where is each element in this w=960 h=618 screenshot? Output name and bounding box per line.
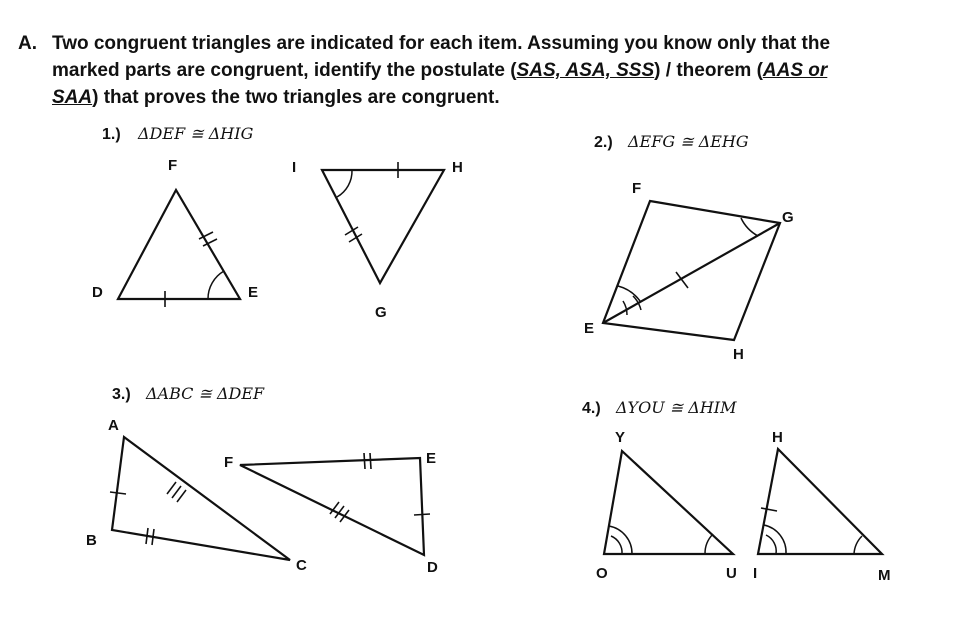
angle-mark-i-2	[766, 535, 776, 554]
tick-fd-3	[340, 510, 349, 522]
label-d: D	[92, 284, 103, 301]
angle-mark-m	[854, 536, 862, 554]
item-3	[86, 384, 438, 576]
label-f: F	[168, 157, 178, 174]
angle-mark-u	[705, 534, 713, 554]
instructions-line-1: Two congruent triangles are indicated for each item. Assuming you know only that the	[52, 33, 831, 54]
label-f: F	[224, 454, 234, 471]
label-g: G	[375, 304, 387, 321]
angle-mark-e-2	[623, 301, 627, 315]
angle-mark-o-1	[609, 526, 632, 554]
label-c: C	[296, 557, 307, 574]
tick-fe-2	[370, 453, 371, 469]
item-1-number: 1.)	[102, 126, 121, 143]
instructions-line-2-mid: ) / theorem (	[654, 60, 763, 81]
label-e: E	[584, 320, 595, 337]
tick-ab	[110, 492, 126, 494]
tick-ed	[414, 514, 430, 515]
item-1	[92, 124, 463, 321]
diagonal-eg	[603, 223, 780, 323]
postulates-list: SAS, ASA, SSS	[516, 60, 655, 81]
item-4-relation: ΔYOU ≅ ΔHIM	[616, 398, 737, 417]
instructions-line-2-start: marked parts are congruent, identify the postulate (	[52, 60, 517, 81]
tick-ac-3	[177, 490, 186, 502]
angle-mark-i	[337, 170, 352, 197]
tick-ac-2	[172, 486, 181, 498]
tick-fe-1	[364, 453, 365, 469]
label-m: M	[878, 567, 891, 584]
label-y: Y	[615, 429, 626, 446]
item-1-relation: ΔDEF ≅ ΔHIG	[138, 124, 254, 143]
triangle-hig	[322, 170, 444, 283]
item-2-number: 2.)	[594, 134, 613, 151]
tick-bc-2	[152, 529, 154, 545]
label-i: I	[292, 159, 297, 176]
label-h: H	[772, 429, 783, 446]
label-f: F	[632, 180, 642, 197]
label-h: H	[452, 159, 463, 176]
tick-hi	[761, 508, 777, 511]
quadrilateral-efgh	[603, 201, 780, 340]
angle-mark-i-1	[764, 525, 786, 554]
label-a: A	[108, 417, 119, 434]
label-e: E	[426, 450, 437, 467]
theorem-part-b: SAA	[52, 87, 93, 108]
item-2	[584, 132, 794, 363]
triangle-you	[604, 451, 733, 554]
label-d: D	[427, 559, 438, 576]
item-3-relation: ΔABC ≅ ΔDEF	[146, 384, 265, 403]
label-u: U	[726, 565, 737, 582]
item-4	[582, 398, 891, 584]
item-3-number: 3.)	[112, 386, 131, 403]
item-4-number: 4.)	[582, 400, 601, 417]
section-number: A.	[18, 33, 37, 54]
angle-mark-e-1	[618, 286, 640, 301]
angle-mark-e	[208, 271, 224, 299]
label-e: E	[248, 284, 259, 301]
label-g: G	[782, 209, 794, 226]
angle-mark-g	[741, 218, 758, 236]
label-i: I	[753, 565, 758, 582]
tick-bc-1	[146, 528, 148, 544]
angle-mark-o-2	[611, 536, 622, 554]
label-b: B	[86, 532, 97, 549]
triangle-def	[118, 190, 240, 299]
triangle-him	[758, 449, 882, 554]
instructions-line-3-end: ) that proves the two triangles are congruent.	[92, 87, 500, 108]
item-2-relation: ΔEFG ≅ ΔEHG	[628, 132, 749, 151]
tick-ac-1	[167, 482, 176, 494]
label-h: H	[733, 346, 744, 363]
triangle-abc	[112, 437, 290, 560]
label-o: O	[596, 565, 608, 582]
triangle-def-3	[240, 458, 424, 555]
theorem-part-a: AAS or	[762, 60, 828, 81]
